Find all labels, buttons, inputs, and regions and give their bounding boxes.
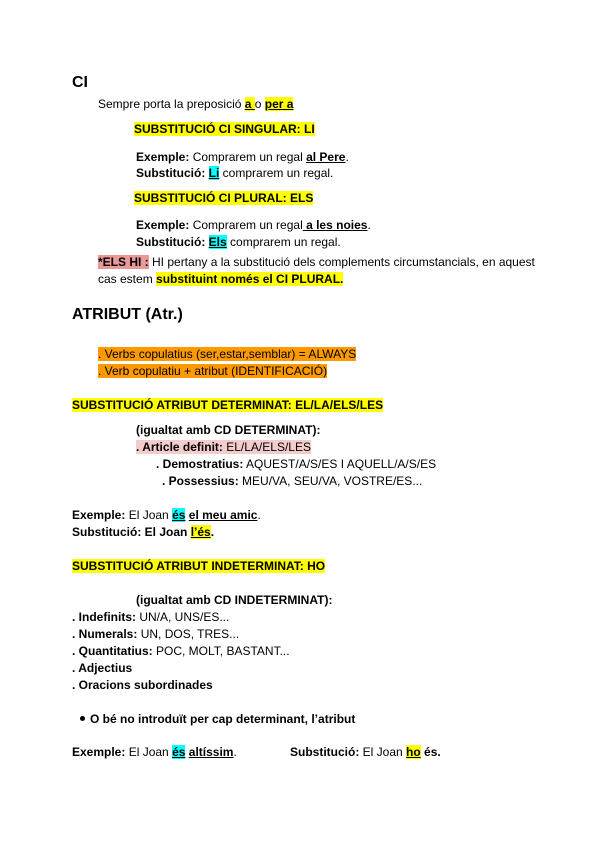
det-item-possessius <box>162 474 422 489</box>
item-value: POC, MOLT, BASTANT... <box>152 644 290 658</box>
note-text-2: cas estem <box>98 272 157 286</box>
verbs-text-1: . Verbs copulatius (ser,estar,semblar) = ALWAYS <box>98 347 357 361</box>
ci-plural-heading <box>134 191 313 206</box>
atribut-title: ATRIBUT (Atr.) <box>72 306 183 323</box>
substitution-verb: és. <box>420 745 441 759</box>
det-item-demostratius <box>156 457 436 472</box>
verbs-text-2: . Verb copulatiu + atribut (IDENTIFICACIÓ) <box>98 364 328 378</box>
intro-text: Sempre porta la preposició <box>98 97 245 111</box>
indeterminat-example <box>72 745 237 760</box>
ci-note-line2 <box>98 272 343 287</box>
item-label: . Possessius: <box>162 474 239 488</box>
example-label: Exemple: <box>136 218 190 232</box>
ci-plural-heading-text: SUBSTITUCIÓ CI PLURAL: ELS <box>134 191 314 205</box>
substitution-label: Substitució: <box>72 525 142 539</box>
ci-singular-heading <box>134 122 315 137</box>
ci-note-line1 <box>98 255 535 270</box>
item-label: . Quantitatius: <box>72 644 153 658</box>
example-label: Exemple: <box>136 150 190 164</box>
verb-es: és <box>172 508 186 522</box>
substitution-label: Substitució: <box>136 166 206 180</box>
example-text: Comprarem un regal <box>189 150 307 164</box>
verbs-line-1 <box>98 347 356 362</box>
indet-item-adjectius <box>72 661 132 676</box>
bullet-text: O bé no introduït per cap determinant, l’atribut <box>90 712 356 726</box>
example-object: al Pere <box>306 150 346 164</box>
period: . <box>233 745 237 759</box>
item-label: . Indefinits: <box>72 610 136 624</box>
item-value: UN, DOS, TRES... <box>137 627 240 641</box>
ci-singular-heading-text: SUBSTITUCIÓ CI SINGULAR: LI <box>134 122 315 136</box>
indet-item-oracions <box>72 678 213 693</box>
ci-intro <box>98 97 293 112</box>
item-label: . Numerals: <box>72 627 138 641</box>
period: . <box>210 525 215 539</box>
pronoun-els: Els <box>208 235 227 249</box>
item-label: . Oracions subordinades <box>72 678 213 692</box>
determinat-igualtat: (igualtat amb CD DETERMINAT): <box>136 423 321 437</box>
example-label: Exemple: <box>72 745 126 759</box>
determinat-example <box>72 508 261 523</box>
det-item-article <box>136 440 311 455</box>
period: . <box>257 508 261 522</box>
indeterminat-heading <box>72 559 325 574</box>
determinat-heading-text: SUBSTITUCIÓ ATRIBUT DETERMINAT: EL/LA/ELS/LES <box>72 398 384 412</box>
note-text: HI pertany a la substitució dels complements circumstancials, en aquest <box>148 255 535 269</box>
pronoun-li: Li <box>208 166 220 180</box>
indet-item-indefinits <box>72 610 229 625</box>
example-subject: El Joan <box>125 508 173 522</box>
item-label: . Demostratius: <box>156 457 244 471</box>
pronoun-les: l’és <box>190 525 211 539</box>
substitution-rest: comprarem un regal. <box>219 166 334 180</box>
intro-o: o <box>254 97 265 111</box>
indet-item-numerals <box>72 627 239 642</box>
ci-singular-example: Exemple: Comprarem un regal al Pere. <box>136 150 349 164</box>
prep-per-a: per a <box>264 97 294 111</box>
verbs-line-2 <box>98 364 327 379</box>
example-attribute: el meu amic <box>188 508 258 522</box>
note-highlight: substituint només el CI PLURAL. <box>156 272 344 286</box>
prep-a: a <box>244 97 255 111</box>
determinat-heading <box>72 398 383 413</box>
example-text: Comprarem un regal <box>189 218 303 232</box>
item-value: MEU/VA, SEU/VA, VOSTRE/ES... <box>238 474 423 488</box>
item-label: . Adjectius <box>72 661 133 675</box>
ci-plural-substitution <box>136 235 341 250</box>
substitution-subject: El Joan <box>359 745 407 759</box>
indeterminat-bullet <box>80 712 355 727</box>
item-value: AQUEST/A/S/ES I AQUELL/A/S/ES <box>243 457 437 471</box>
item-value: EL/LA/ELS/LES <box>222 440 311 454</box>
example-label: Exemple: <box>72 508 126 522</box>
indeterminat-heading-text: SUBSTITUCIÓ ATRIBUT INDETERMINAT: HO <box>72 559 326 573</box>
item-value: UN/A, UNS/ES... <box>136 610 230 624</box>
example-attribute: altíssim <box>188 745 234 759</box>
pronoun-ho: ho <box>406 745 421 759</box>
indeterminat-substitution <box>290 745 441 760</box>
els-hi-tag: *ELS HI : <box>98 255 149 269</box>
bullet-dot <box>80 716 85 721</box>
substitution-subject: El Joan <box>141 525 191 539</box>
ci-singular-substitution <box>136 166 333 181</box>
substitution-label: Substitució: <box>290 745 360 759</box>
example-subject: El Joan <box>125 745 173 759</box>
determinat-substitution <box>72 525 214 540</box>
ci-plural-example: Exemple: Comprarem un regal a les noies. <box>136 218 371 232</box>
ci-title: CI <box>72 74 88 91</box>
substitution-rest: comprarem un regal. <box>226 235 341 249</box>
substitution-label: Substitució: <box>136 235 206 249</box>
item-label: . Article definit: <box>136 440 223 454</box>
verb-es: és <box>172 745 186 759</box>
example-object: a les noies <box>302 218 368 232</box>
indeterminat-igualtat: (igualtat amb CD INDETERMINAT): <box>136 593 333 607</box>
indet-item-quantitatius <box>72 644 290 659</box>
